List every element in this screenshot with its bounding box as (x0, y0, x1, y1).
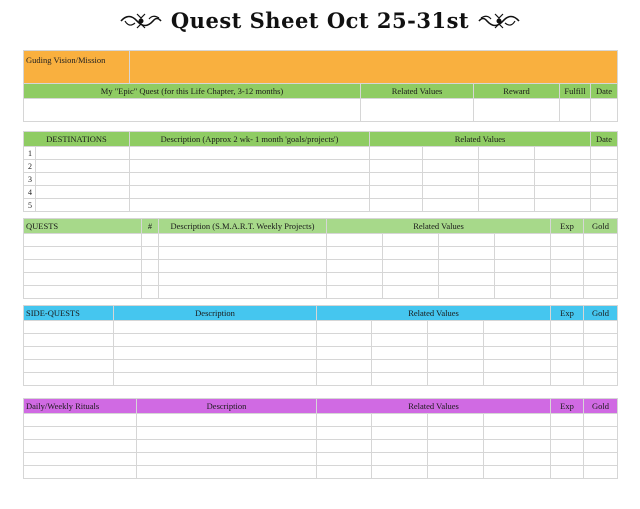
quest-cell[interactable] (142, 273, 159, 286)
ritual-cell[interactable] (317, 440, 372, 453)
quest-cell[interactable] (551, 273, 584, 286)
quest-cell[interactable] (24, 273, 142, 286)
destination-row (24, 160, 618, 173)
destination-row (24, 147, 618, 160)
ritual-cell[interactable] (317, 466, 372, 479)
epic-input-row (24, 99, 618, 122)
rituals-gold-header: Gold (584, 399, 618, 414)
destination-value-cell[interactable] (423, 199, 479, 212)
quest-row (24, 247, 618, 260)
epic-fulfill-cell[interactable] (560, 99, 591, 122)
ritual-cell[interactable] (428, 453, 484, 466)
side-quest-cell[interactable] (317, 334, 372, 347)
vision-input-cell[interactable] (130, 51, 618, 84)
epic-quest-cell[interactable] (24, 99, 361, 122)
destination-number: 4 (24, 186, 36, 199)
destination-value-cell[interactable] (479, 160, 535, 173)
side-quest-cell[interactable] (372, 360, 428, 373)
quest-cell[interactable] (584, 286, 618, 299)
destination-value-cell[interactable] (423, 147, 479, 160)
destination-number: 1 (24, 147, 36, 160)
side-quest-cell[interactable] (428, 373, 484, 386)
ritual-cell[interactable] (484, 453, 551, 466)
side-quest-row (24, 373, 618, 386)
destinations-description-header: Description (Approx 2 wk- 1 month 'goals/projects') (130, 132, 370, 147)
side-quest-cell[interactable] (584, 373, 618, 386)
ritual-cell[interactable] (317, 453, 372, 466)
destination-value-cell[interactable] (370, 199, 423, 212)
quest-cell[interactable] (142, 260, 159, 273)
quest-cell[interactable] (142, 286, 159, 299)
destination-description-cell[interactable] (130, 147, 370, 160)
side-quest-cell[interactable] (484, 347, 551, 360)
side-quest-cell[interactable] (24, 373, 114, 386)
quest-cell[interactable] (24, 247, 142, 260)
destination-description-cell[interactable] (130, 199, 370, 212)
quests-header-row (24, 219, 618, 234)
quest-cell[interactable] (383, 273, 439, 286)
epic-date-cell[interactable] (591, 99, 618, 122)
quests-description-header: Description (S.M.A.R.T. Weekly Projects) (159, 219, 327, 234)
quest-cell[interactable] (495, 273, 551, 286)
quest-cell[interactable] (24, 260, 142, 273)
quest-cell[interactable] (159, 234, 327, 247)
left-flourish-ornament (119, 10, 163, 32)
side-quests-gold-header: Gold (584, 306, 618, 321)
side-quests-description-header: Description (114, 306, 317, 321)
side-quest-cell[interactable] (317, 347, 372, 360)
destination-value-cell[interactable] (423, 173, 479, 186)
ritual-cell[interactable] (584, 427, 618, 440)
quests-gold-header: Gold (584, 219, 618, 234)
quest-cell[interactable] (383, 234, 439, 247)
quest-row (24, 286, 618, 299)
quest-cell[interactable] (383, 286, 439, 299)
rituals-related-values-header: Related Values (317, 399, 551, 414)
quest-cell[interactable] (327, 234, 383, 247)
side-quest-cell[interactable] (484, 360, 551, 373)
quests-exp-header: Exp (551, 219, 584, 234)
rituals-description-header: Description (137, 399, 317, 414)
ritual-row (24, 414, 618, 427)
epic-reward-cell[interactable] (474, 99, 560, 122)
ritual-cell[interactable] (428, 440, 484, 453)
destination-date-cell[interactable] (591, 173, 618, 186)
epic-header-row (24, 84, 618, 99)
side-quest-cell[interactable] (428, 360, 484, 373)
page-title-row (0, 8, 640, 42)
ritual-row (24, 466, 618, 479)
destinations-table (23, 131, 618, 212)
ritual-cell[interactable] (372, 466, 428, 479)
side-quest-cell[interactable] (584, 334, 618, 347)
quests-related-values-header: Related Values (327, 219, 551, 234)
quest-cell[interactable] (551, 234, 584, 247)
ritual-cell[interactable] (551, 427, 584, 440)
rituals-table (23, 398, 618, 479)
quest-cell[interactable] (24, 234, 142, 247)
side-quest-cell[interactable] (24, 334, 114, 347)
ritual-cell[interactable] (484, 414, 551, 427)
destination-name-cell[interactable] (36, 173, 130, 186)
quest-cell[interactable] (327, 247, 383, 260)
destination-value-cell[interactable] (535, 186, 591, 199)
ritual-cell[interactable] (24, 466, 137, 479)
destination-description-cell[interactable] (130, 160, 370, 173)
side-quest-cell[interactable] (317, 321, 372, 334)
quest-row (24, 234, 618, 247)
destination-value-cell[interactable] (479, 186, 535, 199)
destination-row (24, 186, 618, 199)
quest-cell[interactable] (495, 286, 551, 299)
ritual-cell[interactable] (428, 427, 484, 440)
ritual-cell[interactable] (24, 453, 137, 466)
side-quest-cell[interactable] (24, 321, 114, 334)
ritual-row (24, 453, 618, 466)
side-quest-cell[interactable] (484, 321, 551, 334)
destination-value-cell[interactable] (423, 186, 479, 199)
ritual-cell[interactable] (372, 414, 428, 427)
destination-value-cell[interactable] (370, 147, 423, 160)
quest-cell[interactable] (327, 286, 383, 299)
quest-cell[interactable] (439, 234, 495, 247)
side-quest-row (24, 334, 618, 347)
destination-name-cell[interactable] (36, 160, 130, 173)
ritual-cell[interactable] (24, 440, 137, 453)
right-flourish-ornament (477, 10, 521, 32)
quest-cell[interactable] (551, 247, 584, 260)
quest-cell[interactable] (584, 247, 618, 260)
side-quest-cell[interactable] (584, 347, 618, 360)
vision-row (24, 51, 618, 84)
destination-row (24, 173, 618, 186)
quest-cell[interactable] (383, 247, 439, 260)
rituals-header-row (24, 399, 618, 414)
destination-date-cell[interactable] (591, 147, 618, 160)
destination-date-cell[interactable] (591, 160, 618, 173)
side-quest-cell[interactable] (24, 360, 114, 373)
epic-date-header: Date (591, 84, 618, 99)
quest-cell[interactable] (159, 286, 327, 299)
destinations-related-values-header: Related Values (370, 132, 591, 147)
side-quest-cell[interactable] (372, 321, 428, 334)
side-quest-cell[interactable] (114, 373, 317, 386)
vision-label: Guding Vision/Mission (24, 51, 130, 84)
quest-cell[interactable] (159, 273, 327, 286)
side-quest-cell[interactable] (551, 373, 584, 386)
destination-description-cell[interactable] (130, 173, 370, 186)
side-quest-cell[interactable] (114, 334, 317, 347)
destination-value-cell[interactable] (535, 173, 591, 186)
destination-number: 2 (24, 160, 36, 173)
destinations-header-row (24, 132, 618, 147)
quest-cell[interactable] (439, 273, 495, 286)
quest-cell[interactable] (159, 260, 327, 273)
quests-header: QUESTS (24, 219, 142, 234)
ritual-row (24, 440, 618, 453)
quest-cell[interactable] (439, 247, 495, 260)
ritual-cell[interactable] (551, 453, 584, 466)
destination-value-cell[interactable] (535, 147, 591, 160)
quest-cell[interactable] (327, 260, 383, 273)
epic-related-values-header: Related Values (361, 84, 474, 99)
ritual-cell[interactable] (584, 466, 618, 479)
destination-value-cell[interactable] (479, 147, 535, 160)
vision-epic-table (23, 50, 618, 122)
quest-row (24, 273, 618, 286)
ritual-row (24, 427, 618, 440)
destination-date-cell[interactable] (591, 199, 618, 212)
side-quest-cell[interactable] (584, 321, 618, 334)
quest-cell[interactable] (584, 234, 618, 247)
side-quests-table (23, 305, 618, 386)
destinations-header: DESTINATIONS (24, 132, 130, 147)
destination-name-cell[interactable] (36, 147, 130, 160)
quest-cell[interactable] (551, 286, 584, 299)
destination-value-cell[interactable] (370, 186, 423, 199)
destination-row (24, 199, 618, 212)
quest-cell[interactable] (327, 273, 383, 286)
destination-name-cell[interactable] (36, 186, 130, 199)
ritual-cell[interactable] (137, 440, 317, 453)
epic-reward-header: Reward (474, 84, 560, 99)
ritual-cell[interactable] (137, 466, 317, 479)
ritual-cell[interactable] (551, 440, 584, 453)
quest-cell[interactable] (439, 260, 495, 273)
ritual-cell[interactable] (584, 414, 618, 427)
ritual-cell[interactable] (137, 414, 317, 427)
side-quests-exp-header: Exp (551, 306, 584, 321)
side-quest-cell[interactable] (372, 347, 428, 360)
ritual-cell[interactable] (428, 466, 484, 479)
destination-value-cell[interactable] (535, 199, 591, 212)
side-quest-cell[interactable] (584, 360, 618, 373)
side-quest-cell[interactable] (428, 347, 484, 360)
side-quest-row (24, 321, 618, 334)
ritual-cell[interactable] (372, 440, 428, 453)
ritual-cell[interactable] (372, 453, 428, 466)
quest-cell[interactable] (495, 234, 551, 247)
quest-cell[interactable] (551, 260, 584, 273)
destinations-date-header: Date (591, 132, 618, 147)
destination-description-cell[interactable] (130, 186, 370, 199)
quest-cell[interactable] (495, 247, 551, 260)
page-title: Quest Sheet Oct 25-31st (170, 8, 470, 33)
side-quest-cell[interactable] (114, 360, 317, 373)
side-quest-cell[interactable] (428, 334, 484, 347)
ritual-cell[interactable] (137, 453, 317, 466)
side-quests-header-row (24, 306, 618, 321)
side-quest-row (24, 347, 618, 360)
quest-cell[interactable] (383, 260, 439, 273)
side-quest-cell[interactable] (372, 334, 428, 347)
destination-value-cell[interactable] (479, 173, 535, 186)
quest-cell[interactable] (142, 247, 159, 260)
side-quests-related-values-header: Related Values (317, 306, 551, 321)
ritual-cell[interactable] (584, 440, 618, 453)
quest-cell[interactable] (584, 260, 618, 273)
side-quest-cell[interactable] (484, 373, 551, 386)
ritual-cell[interactable] (24, 414, 137, 427)
side-quest-cell[interactable] (317, 373, 372, 386)
ritual-cell[interactable] (551, 414, 584, 427)
side-quest-row (24, 360, 618, 373)
side-quest-cell[interactable] (114, 347, 317, 360)
side-quest-cell[interactable] (551, 360, 584, 373)
quest-cell[interactable] (495, 260, 551, 273)
side-quest-cell[interactable] (484, 334, 551, 347)
ritual-cell[interactable] (551, 466, 584, 479)
ritual-cell[interactable] (372, 427, 428, 440)
quest-row (24, 260, 618, 273)
destination-value-cell[interactable] (370, 173, 423, 186)
quest-cell[interactable] (584, 273, 618, 286)
destination-number: 5 (24, 199, 36, 212)
quests-table (23, 218, 618, 299)
side-quest-cell[interactable] (372, 373, 428, 386)
quest-cell[interactable] (24, 286, 142, 299)
side-quest-cell[interactable] (551, 347, 584, 360)
side-quest-cell[interactable] (24, 347, 114, 360)
quest-cell[interactable] (439, 286, 495, 299)
ritual-cell[interactable] (428, 414, 484, 427)
ritual-cell[interactable] (24, 427, 137, 440)
ritual-cell[interactable] (584, 453, 618, 466)
ritual-cell[interactable] (317, 427, 372, 440)
ritual-cell[interactable] (317, 414, 372, 427)
destination-value-cell[interactable] (370, 160, 423, 173)
quest-cell[interactable] (142, 234, 159, 247)
destination-value-cell[interactable] (423, 160, 479, 173)
epic-fulfill-header: Fulfill (560, 84, 591, 99)
rituals-exp-header: Exp (551, 399, 584, 414)
side-quest-cell[interactable] (114, 321, 317, 334)
side-quest-cell[interactable] (551, 321, 584, 334)
ritual-cell[interactable] (484, 427, 551, 440)
epic-related-values-cell[interactable] (361, 99, 474, 122)
side-quest-cell[interactable] (317, 360, 372, 373)
quest-cell[interactable] (159, 247, 327, 260)
side-quest-cell[interactable] (428, 321, 484, 334)
destination-value-cell[interactable] (535, 160, 591, 173)
destination-date-cell[interactable] (591, 186, 618, 199)
ritual-cell[interactable] (484, 466, 551, 479)
destination-number: 3 (24, 173, 36, 186)
ritual-cell[interactable] (484, 440, 551, 453)
destination-name-cell[interactable] (36, 199, 130, 212)
side-quest-cell[interactable] (551, 334, 584, 347)
side-quests-header: SIDE-QUESTS (24, 306, 114, 321)
epic-quest-header: My "Epic" Quest (for this Life Chapter, 3-12 months) (24, 84, 361, 99)
rituals-header: Daily/Weekly Rituals (24, 399, 137, 414)
ritual-cell[interactable] (137, 427, 317, 440)
quests-number-header: # (142, 219, 159, 234)
destination-value-cell[interactable] (479, 199, 535, 212)
